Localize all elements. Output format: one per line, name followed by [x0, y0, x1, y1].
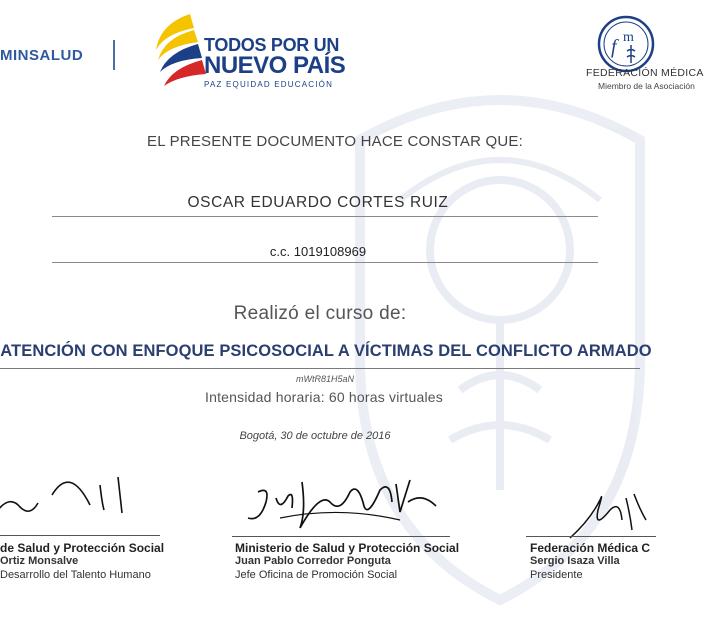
- verification-code: mWtR81H5aN: [295, 374, 354, 384]
- svg-text:f: f: [611, 36, 617, 58]
- colombia-flag-logo-icon: [150, 12, 206, 92]
- recipient-name: OSCAR EDUARDO CORTES RUIZ: [187, 194, 449, 211]
- issue-date: Bogotá, 30 de octubre de 2016: [239, 430, 391, 442]
- signatory-2-name: Juan Pablo Corredor Ponguta: [235, 555, 391, 567]
- campaign-slogan: PAZ EQUIDAD EDUCACIÓN: [204, 80, 334, 89]
- svg-text:m: m: [623, 30, 634, 45]
- signatory-2-org: Ministerio de Salud y Protección Social: [235, 541, 460, 555]
- campaign-title-line2: NUEVO PAÍS: [204, 52, 346, 79]
- id-number: c.c. 1019108969: [269, 244, 367, 259]
- minsalud-label: MINSALUD: [0, 47, 84, 64]
- signatory-3-role: Presidente: [530, 569, 583, 581]
- divider: [0, 368, 640, 369]
- signature-1-icon: [0, 455, 140, 525]
- federation-seal-icon: [597, 15, 655, 73]
- signature-line: [526, 536, 656, 537]
- signature-2-icon: [240, 462, 440, 537]
- course-title: ATENCIÓN CON ENFOQUE PSICOSOCIAL A VÍCTIMAS DEL CONFLICTO ARMADO: [0, 342, 652, 360]
- signature-line: [232, 536, 450, 537]
- course-intensity: Intensidad horaria: 60 horas virtuales: [205, 389, 443, 405]
- signatory-2-role: Jefe Oficina de Promoción Social: [235, 569, 398, 581]
- signatory-3-name: Sergio Isaza Villa: [530, 555, 620, 567]
- federation-name: FEDERACIÓN MÉDICA: [586, 67, 704, 79]
- signatory-1-role: Desarrollo del Talento Humano: [0, 569, 151, 581]
- campaign-title-line1: TODOS POR UN: [204, 35, 340, 55]
- signatory-3-org: Federación Médica C: [530, 541, 651, 555]
- completed-label: Realizó el curso de:: [233, 303, 407, 324]
- signatory-1-name: Ortiz Monsalve: [0, 555, 79, 567]
- signatory-1-org: de Salud y Protección Social: [0, 541, 165, 555]
- divider: [52, 216, 598, 217]
- certificate-intro: EL PRESENTE DOCUMENTO HACE CONSTAR QUE:: [147, 133, 523, 150]
- signature-line: [0, 535, 160, 536]
- divider: [52, 262, 598, 263]
- federation-subtitle: Miembro de la Asociación: [598, 81, 695, 91]
